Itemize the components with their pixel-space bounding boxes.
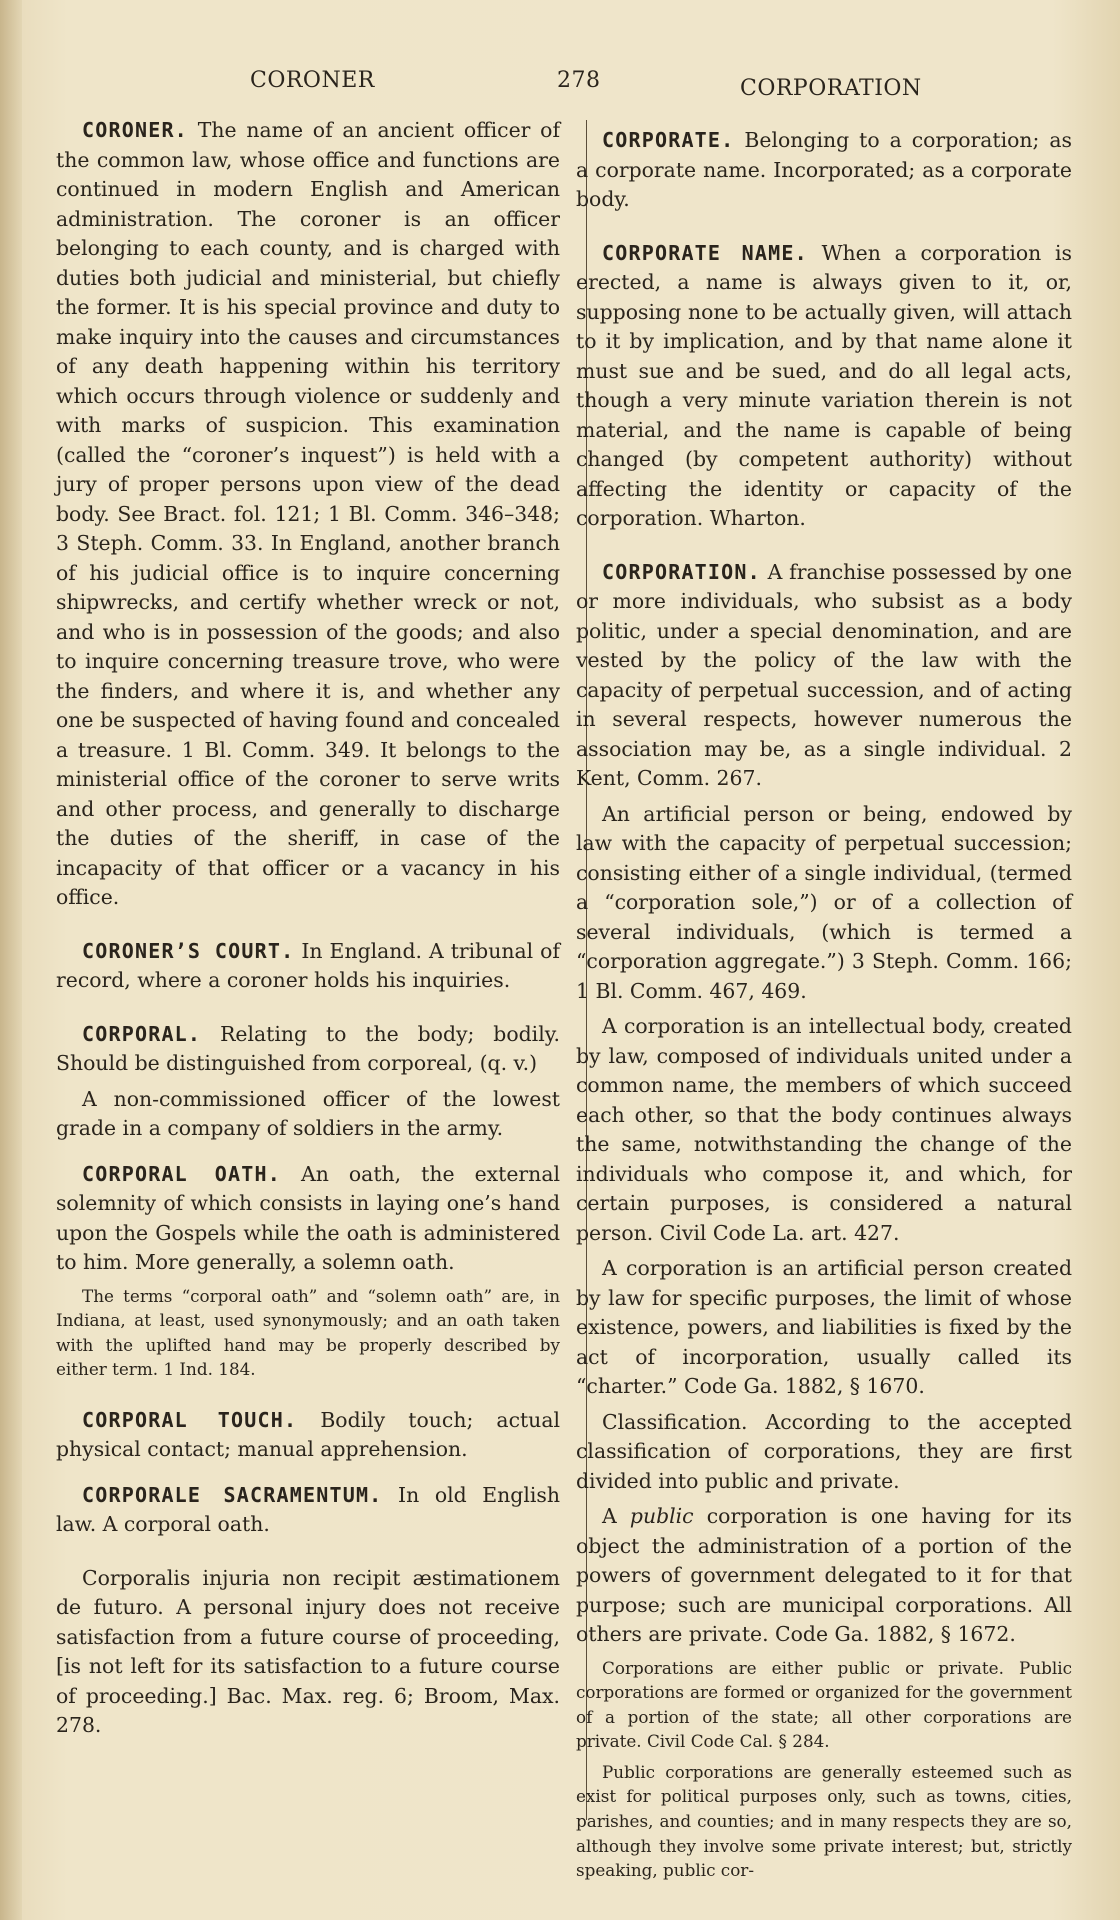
entry-corporal-touch bbox=[56, 1406, 560, 1465]
entry-head: CORPORATE. bbox=[602, 128, 735, 152]
entry-paragraph bbox=[576, 1502, 1072, 1650]
entry-text: A franchise possessed by one or more individuals, who subsist as a body politic, under a special denomination, and are vested by the policy of the law with the capacity of perpetual succession, and of acting in several respects, however numerous the association may be, as a single individual. 2 Kent, Comm. 267. bbox=[576, 559, 1073, 790]
right-column bbox=[576, 126, 1072, 1899]
entry-head: CORONER. bbox=[82, 118, 188, 142]
entry-paragraph: A corporation is an artificial person created by law for specific purposes, the limit of whose existence, powers, and liabilities is fixed by the act of incorporation, usually called its “charter.” Code Ga. 1882, § 1670. bbox=[576, 1256, 1072, 1398]
running-head bbox=[0, 64, 1120, 104]
running-head-left: CORONER bbox=[250, 68, 375, 93]
entry-text: Relating to the body; bodily. Should be distinguished from corporeal, (q. v.) bbox=[56, 1021, 561, 1075]
entry-text: In England. A tribunal of record, where a coroner holds his inquiries. bbox=[56, 938, 560, 992]
entry-note: The terms “corporal oath” and “solemn oath” are, in Indiana, at least, used synonymously; and an oath taken with the uplifted hand may be properly described by either term. 1 Ind. 184. bbox=[56, 1285, 560, 1380]
entry-maxim: Corporalis injuria non recipit æstimationem de futuro. A personal injury does not receive satisfaction from a future course of proceeding, [is not left for its satisfaction to a future course of proceeding.] Bac. Max. reg. 6; Broom, Max. 278. bbox=[56, 1565, 560, 1738]
entry-head: CORPORATE NAME. bbox=[602, 240, 808, 265]
entry-head: CORPORAL. bbox=[82, 1021, 202, 1046]
entry-paragraph: An artificial person or being, endowed by law with the capacity of perpetual succession; consisting either of a single individual, (termed a “corporation sole,”) or of a collection of several individuals, (which is termed a “corporation aggregate.”) 3 Steph. Comm. 166; 1 Bl. Comm. 467, 469. bbox=[576, 801, 1072, 1003]
entry-head: CORPORALE SACRAMENTUM. bbox=[82, 1482, 383, 1507]
entry-corporation bbox=[576, 558, 1072, 1883]
entry-head: CORONER’S COURT. bbox=[82, 938, 295, 963]
entry-corporal bbox=[56, 1020, 560, 1144]
left-column bbox=[56, 116, 560, 1757]
entry-text: When a corporation is erected, a name is always given to it, or, supposing none to be actually given, will attach to it by implication, and by that name alone it must sue and be sued, and do all legal acts, though a very minute variation therein is not material, and the name is capable of being changed (by competent authority) without affecting the identity or capacity of the corporation. Wharton. bbox=[576, 240, 1072, 530]
book-gutter bbox=[0, 0, 22, 1920]
text-fragment: A bbox=[602, 1504, 617, 1528]
entry-text: In old English law. A corporal oath. bbox=[56, 1482, 560, 1537]
entry-coroners-court bbox=[56, 937, 560, 996]
entry-text: The name of an ancient officer of the common law, whose office and functions are continued in modern English and American administration. The coroner is an officer belonging to each county, and is charged with duties both judicial and ministerial, but chiefly the former. It is his special province and duty to make inquiry into the causes and circumstances of any death happening within his territory which occurs through violence or suddenly and with marks of suspicion. This examination (called the “coroner’s inquest”) is held with a jury of proper persons upon view of the dead body. See Bract. fol. 121; 1 Bl. Comm. 346–348; 3 Steph. Comm. 33. In England, another branch of his judicial office is to inquire concerning shipwrecks, and certify whether wreck or not, and who is in possession of the goods; and also to inquire concerning treasure trove, who were the finders, and where it is, and whether any one be suspected of having found and concealed a treasure. 1 Bl. Comm. 349. It belongs to the ministerial office of the coroner to serve writs and other process, and generally to discharge the duties of the sheriff, in case of the incapacity of that officer or a vacancy in his office. bbox=[56, 118, 561, 909]
entry-text-continued: A non-commissioned officer of the lowest grade in a company of soldiers in the army. bbox=[56, 1086, 560, 1140]
text-fragment: corporation is one having for its object the administration of a portion of the powers of government delegated to it for that purpose; such are municipal corporations. All others are private. Code Ga. 1882, § 1672. bbox=[576, 1504, 1073, 1646]
italic-term: public bbox=[629, 1504, 694, 1528]
entry-text: Bodily touch; actual physical contact; manual apprehension. bbox=[56, 1407, 560, 1462]
entry-corporate bbox=[576, 126, 1072, 215]
entry-text: Belonging to a corporation; as a corporate name. Incorporated; as a corporate body. bbox=[576, 128, 1072, 211]
entry-head: CORPORATION. bbox=[602, 559, 761, 584]
running-head-right: CORPORATION bbox=[740, 76, 922, 101]
entry-note: Public corporations are generally esteemed such as exist for political purposes only, such as towns, cities, parishes, and counties; and in many respects they are so, although they involve some private interest; but, strictly speaking, public cor- bbox=[576, 1761, 1072, 1881]
entry-corporate-name bbox=[576, 239, 1072, 534]
entry-coroner bbox=[56, 116, 560, 913]
entry-text: An oath, the external solemnity of which consists in laying one’s hand upon the Gospels while the oath is administered to him. More generally, a solemn oath. bbox=[56, 1161, 560, 1274]
entry-note: Corporations are either public or private. Public corporations are formed or organized for the government of a portion of the state; all other corporations are private. Civil Code Cal. § 284. bbox=[576, 1657, 1072, 1752]
entry-head: CORPORAL OATH. bbox=[82, 1161, 281, 1186]
entry-paragraph: Classification. According to the accepted classification of corporations, they are first divided into public and private. bbox=[576, 1409, 1072, 1493]
page-number: 278 bbox=[557, 68, 601, 93]
entry-corporale-sacramentum bbox=[56, 1481, 560, 1540]
entry-corporal-oath bbox=[56, 1160, 560, 1382]
entry-head: CORPORAL TOUCH. bbox=[82, 1407, 298, 1432]
entry-paragraph: A corporation is an intellectual body, created by law, composed of individuals united under a common name, the members of which succeed each other, so that the body continues always the same, notwithstanding the change of the individuals who compose it, and which, for certain purposes, is considered a natural person. Civil Code La. art. 427. bbox=[576, 1014, 1072, 1245]
